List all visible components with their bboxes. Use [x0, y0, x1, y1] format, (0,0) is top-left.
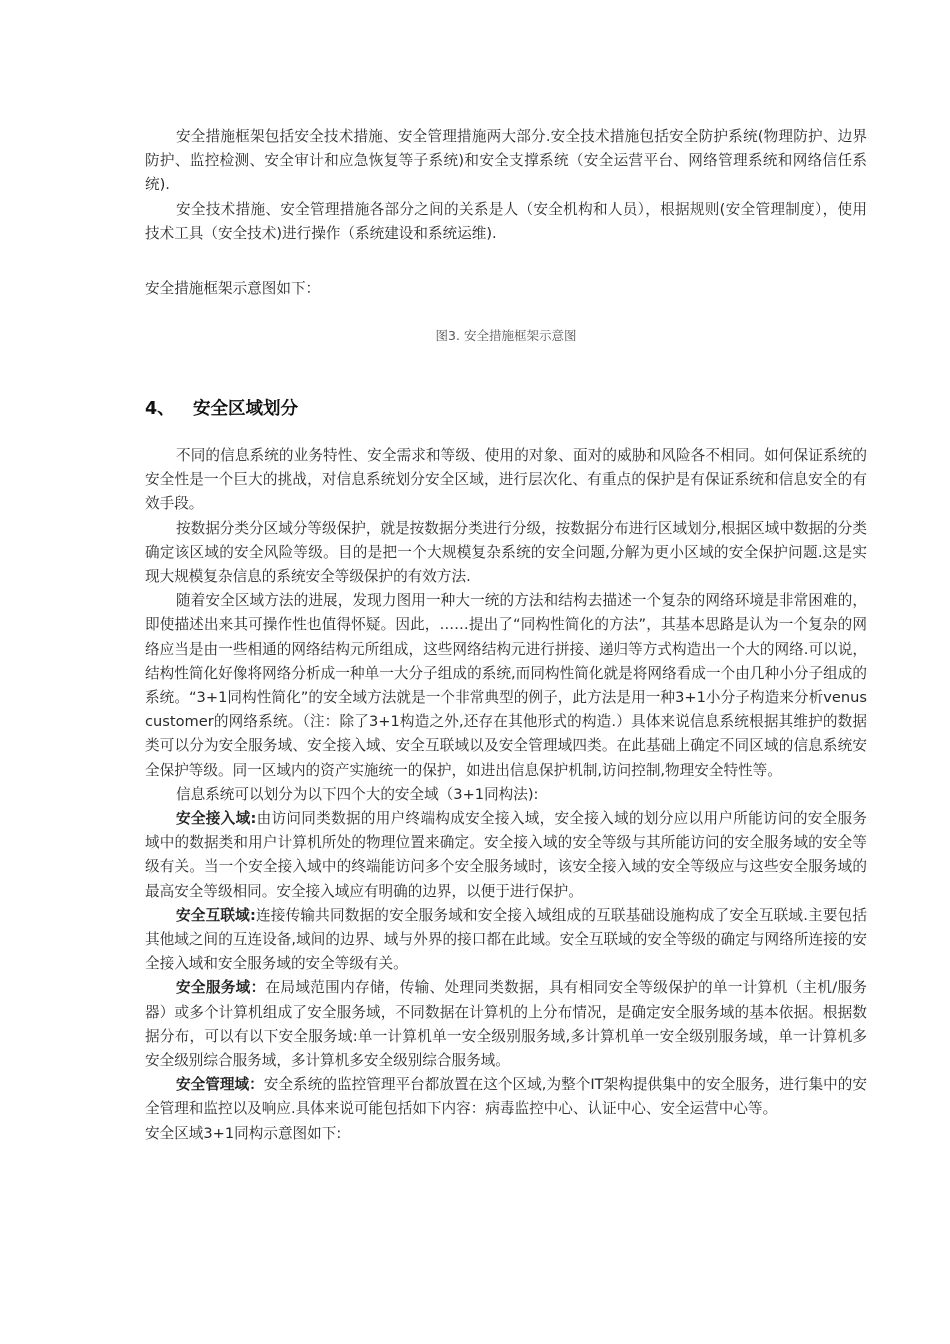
paragraph: 安全措施框架包括安全技术措施、安全管理措施两大部分.安全技术措施包括安全防护系统(物理防护、边界防护、监控检测、安全审计和应急恢复等子系统)和安全支撑系统（安全运营平台、网络管理系统和网络信任系统).	[145, 128, 867, 194]
paragraph: 信息系统可以划分为以下四个大的安全域（3+1同构法):	[176, 785, 539, 803]
domain-text: 连接传输共同数据的安全服务域和安全接入域组成的互联基础设施构成了安全互联域.主要包括其他域之间的互连设备,域间的边界、域与外界的接口都在此域。安全互联域的安全等级的确定与网络所连接的安全接入域和安全服务域的安全等级有关。	[145, 906, 867, 973]
domain-label: 安全服务域：	[176, 979, 266, 997]
domain-text: 由访问同类数据的用户终端构成安全接入域，安全接入域的划分应以用户所能访问的安全服务域中的数据类和用户计算机所处的物理位置来确定。安全接入域的安全等级与其所能访问的安全服务域的安全等级有关。当一个安全接入域中的终端能访问多个安全服务域时，该安全接入域的安全等级应与这些安全服务域的最高安全等级相同。安全接入域应有明确的边界，以便于进行保护。	[145, 810, 867, 900]
domain-text: 安全系统的监控管理平台都放置在这个区域,为整个IT架构提供集中的安全服务，进行集中的安全管理和监控以及响应.具体来说可能包括如下内容：病毒监控中心、认证中心、安全运营中心等。	[145, 1076, 867, 1118]
paragraph: 按数据分类分区域分等级保护，就是按数据分类进行分级，按数据分布进行区域划分,根据区域中数据的分类确定该区域的安全风险等级。目的是把一个大规模复杂系统的安全问题,分解为更小区域的安全保护问题.这是实现大规模复杂信息的系统安全等级保护的有效方法.	[145, 519, 867, 586]
paragraph: 随着安全区域方法的进展，发现力图用一种大一统的方法和结构去描述一个复杂的网络环境是非常困难的，即使描述出来其可操作性也值得怀疑。因此，……提出了“同构性简化的方法”，其基本思路是认为一个复杂的网络应当是由一些相通的网络结构元所组成，这些网络结构元进行拼接、递归等方式构造出一个大的网络.可以说，结构性简化好像将网络分析成一种单一大分子组成的系统,而同构性简化就是将网络看成一个由几种小分子组成的系统。“3+1同构性简化”的安全域方法就是一个非常典型的例子，此方法是用一种3+1小分子构造来分析venus customer的网络系统。（注：除了3+1构造之外,还存在其他形式的构造.）具体来说信息系统根据其维护的数据类可以分为安全服务域、安全接入域、安全互联域以及安全管理域四类。在此基础上确定不同区域的信息系统安全保护等级。同一区域内的资产实施统一的保护，如进出信息保护机制,访问控制,物理安全特性等。	[145, 592, 867, 779]
figure-caption: 图3. 安全措施框架示意图	[435, 328, 577, 343]
paragraph: 安全措施框架示意图如下：	[145, 280, 321, 297]
figure-intro-block	[145, 277, 867, 301]
domain-text: 在局域范围内存储，传输、处理同类数据，具有相同安全等级保护的单一计算机（主机/服务器）或多个计算机组成了安全服务域，不同数据在计算机的上分布情况，是确定安全服务域的基本依据。根据数据分布，可以有以下安全服务域:单一计算机单一安全级别服务域,多计算机单一安全级别服务域，单一计算机多安全级别综合服务域，多计算机多安全级别综合服务域。	[145, 979, 867, 1070]
domain-paragraph-service	[145, 976, 867, 1073]
domain-label: 安全接入域:	[176, 810, 257, 828]
section-number: 4、	[145, 399, 175, 419]
section-heading	[145, 396, 298, 422]
intro-block	[145, 125, 867, 246]
paragraph: 不同的信息系统的业务特性、安全需求和等级、使用的对象、面对的威胁和风险各不相同。如何保证系统的安全性是一个巨大的挑战，对信息系统划分安全区域，进行层次化、有重点的保护是有保证系统和信息安全的有效手段。	[145, 447, 867, 513]
section-body	[145, 444, 867, 1146]
domain-paragraph-management	[145, 1073, 867, 1121]
domain-label: 安全管理域：	[176, 1076, 264, 1094]
section-title: 安全区域划分	[193, 399, 298, 419]
paragraph: 安全技术措施、安全管理措施各部分之间的关系是人（安全机构和人员），根据规则(安全管理制度），使用技术工具（安全技术)进行操作（系统建设和系统运维).	[145, 200, 867, 242]
domain-paragraph-access	[145, 807, 867, 904]
domain-label: 安全互联域:	[176, 906, 256, 924]
paragraph: 安全区域3+1同构示意图如下:	[145, 1124, 342, 1142]
domain-paragraph-interconnect	[145, 904, 867, 977]
